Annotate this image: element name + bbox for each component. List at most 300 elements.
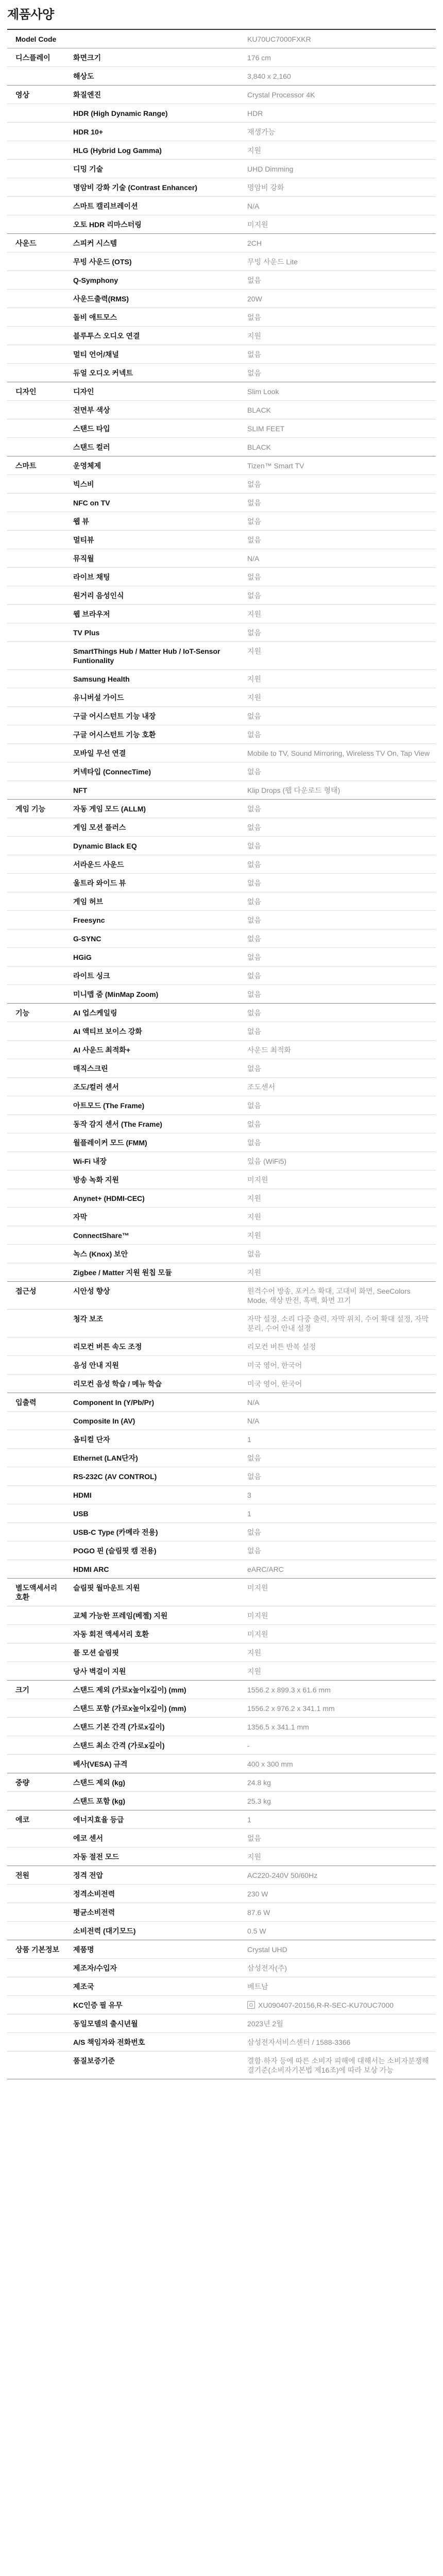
spec-category-empty xyxy=(7,1625,65,1643)
spec-category-empty xyxy=(7,197,65,215)
kc-certification-icon xyxy=(247,2001,255,2009)
spec-row xyxy=(7,456,436,475)
spec-row xyxy=(7,1736,436,1755)
spec-value: 없음 xyxy=(239,1004,436,1022)
spec-label: 뮤직월 xyxy=(65,549,239,568)
spec-value: 지원 xyxy=(239,1226,436,1245)
spec-label: AI 사운드 최적화+ xyxy=(65,1041,239,1059)
spec-row xyxy=(7,948,436,967)
spec-row xyxy=(7,642,436,670)
spec-category-empty xyxy=(7,290,65,308)
spec-label: 리모컨 버튼 속도 조정 xyxy=(65,1337,239,1356)
spec-value: 미국 영어, 한국어 xyxy=(239,1375,436,1393)
spec-value: 25.3 kg xyxy=(239,1792,436,1810)
spec-row xyxy=(7,892,436,911)
spec-label: HLG (Hybrid Log Gamma) xyxy=(65,141,239,160)
spec-value: 없음 xyxy=(239,345,436,364)
spec-label: Samsung Health xyxy=(65,670,239,688)
spec-row xyxy=(7,1310,436,1337)
spec-value: 지원 xyxy=(239,1848,436,1866)
spec-label: Zigbee / Matter 지원 원칩 모듈 xyxy=(65,1263,239,1282)
spec-value: 없음 xyxy=(239,1523,436,1541)
spec-value: 없음 xyxy=(239,1133,436,1152)
spec-value: 재생가능 xyxy=(239,123,436,141)
spec-row xyxy=(7,549,436,568)
spec-label: 게임 허브 xyxy=(65,892,239,911)
spec-label: HDR (High Dynamic Range) xyxy=(65,104,239,123)
spec-label: 멀티 언어/채널 xyxy=(65,345,239,364)
spec-value: 지원 xyxy=(239,670,436,688)
spec-row xyxy=(7,837,436,855)
spec-value: 없음 xyxy=(239,308,436,327)
spec-value xyxy=(239,1996,436,2014)
spec-label: 유니버설 가이드 xyxy=(65,688,239,707)
spec-value: 삼성전자(주) xyxy=(239,1959,436,1977)
spec-category-empty xyxy=(7,1226,65,1245)
spec-label: USB-C Type (카메라 전용) xyxy=(65,1523,239,1541)
spec-category: 사운드 xyxy=(7,234,65,252)
spec-category-empty xyxy=(7,1792,65,1810)
spec-label: Wi-Fi 내장 xyxy=(65,1152,239,1171)
spec-label: 서라운드 사운드 xyxy=(65,855,239,874)
spec-row xyxy=(7,1885,436,1903)
spec-category-empty xyxy=(7,1059,65,1078)
spec-category-empty xyxy=(7,364,65,382)
spec-value: 리모컨 버튼 반복 설정 xyxy=(239,1337,436,1356)
spec-category-empty xyxy=(7,1152,65,1171)
spec-row xyxy=(7,1940,436,1959)
spec-label: 사운드출력(RMS) xyxy=(65,290,239,308)
spec-label: 운영체제 xyxy=(65,456,239,475)
spec-category-empty xyxy=(7,1171,65,1189)
spec-value: N/A xyxy=(239,549,436,568)
spec-value: 24.8 kg xyxy=(239,1773,436,1792)
spec-value: 없음 xyxy=(239,762,436,781)
spec-label: 무빙 사운드 (OTS) xyxy=(65,252,239,271)
spec-label: 당사 벽걸이 지원 xyxy=(65,1662,239,1681)
spec-category-empty xyxy=(7,762,65,781)
spec-row xyxy=(7,475,436,494)
spec-row xyxy=(7,512,436,531)
spec-category-empty xyxy=(7,670,65,688)
spec-category: 크기 xyxy=(7,1681,65,1699)
spec-category: 게임 기능 xyxy=(7,800,65,818)
spec-category-empty xyxy=(7,1504,65,1523)
spec-value: 1 xyxy=(239,1810,436,1829)
spec-value: 미지원 xyxy=(239,1625,436,1643)
spec-row xyxy=(7,1208,436,1226)
spec-value: 없음 xyxy=(239,586,436,605)
spec-category-empty xyxy=(7,1959,65,1977)
spec-row xyxy=(7,1486,436,1504)
spec-row xyxy=(7,1560,436,1579)
spec-category-empty xyxy=(7,1467,65,1486)
spec-value: 3,840 x 2,160 xyxy=(239,67,436,86)
spec-category-empty xyxy=(7,1115,65,1133)
spec-category-empty xyxy=(7,512,65,531)
spec-row xyxy=(7,762,436,781)
spec-value: 176 cm xyxy=(239,48,436,67)
spec-row xyxy=(7,1096,436,1115)
spec-row xyxy=(7,1523,436,1541)
spec-category-empty xyxy=(7,531,65,549)
spec-category-empty xyxy=(7,1541,65,1560)
spec-label: 에코 센서 xyxy=(65,1829,239,1848)
spec-row xyxy=(7,1449,436,1467)
spec-category-empty xyxy=(7,623,65,642)
spec-row xyxy=(7,1504,436,1523)
spec-value: 2CH xyxy=(239,234,436,252)
spec-label: HDMI ARC xyxy=(65,1560,239,1579)
spec-row xyxy=(7,1412,436,1430)
spec-category-empty xyxy=(7,967,65,985)
spec-label: SmartThings Hub / Matter Hub / IoT-Sensor Funtionality xyxy=(65,642,239,670)
spec-row xyxy=(7,1625,436,1643)
spec-category-empty xyxy=(7,855,65,874)
spec-category-empty xyxy=(7,892,65,911)
spec-label: HDR 10+ xyxy=(65,123,239,141)
spec-value: 조도센서 xyxy=(239,1078,436,1096)
spec-label: 전면부 색상 xyxy=(65,401,239,419)
spec-value: 없음 xyxy=(239,874,436,892)
spec-category-empty xyxy=(7,725,65,744)
spec-row xyxy=(7,382,436,401)
spec-label: 스마트 캘리브레이션 xyxy=(65,197,239,215)
spec-label: 매직스크린 xyxy=(65,1059,239,1078)
spec-category-empty xyxy=(7,605,65,623)
spec-label: 라이브 채팅 xyxy=(65,568,239,586)
spec-row xyxy=(7,1133,436,1152)
spec-row xyxy=(7,1337,436,1356)
spec-row xyxy=(7,494,436,512)
spec-category-empty xyxy=(7,1356,65,1375)
spec-category-empty xyxy=(7,1848,65,1866)
spec-value: 없음 xyxy=(239,1245,436,1263)
spec-row xyxy=(7,48,436,67)
spec-label: 베사(VESA) 규격 xyxy=(65,1755,239,1773)
spec-row xyxy=(7,670,436,688)
spec-row xyxy=(7,290,436,308)
spec-row xyxy=(7,438,436,456)
spec-label: 화면크기 xyxy=(65,48,239,67)
spec-category-empty xyxy=(7,1922,65,1940)
spec-value: 지원 xyxy=(239,605,436,623)
spec-label: 디밍 기술 xyxy=(65,160,239,178)
spec-category-empty xyxy=(7,215,65,234)
spec-row xyxy=(7,1866,436,1885)
spec-label: 웹 뷰 xyxy=(65,512,239,531)
spec-row xyxy=(7,623,436,642)
spec-value: 지원 xyxy=(239,1208,436,1226)
spec-row xyxy=(7,1393,436,1412)
spec-category-empty xyxy=(7,494,65,512)
spec-category-empty xyxy=(7,688,65,707)
spec-value: 없음 xyxy=(239,475,436,494)
spec-value: 원격수어 방송, 포커스 확대, 고대비 화면, SeeColors Mode, 색상 반전, 흑백, 화면 끄기 xyxy=(239,1282,436,1310)
spec-category-empty xyxy=(7,1885,65,1903)
spec-label: 동일모델의 출시년월 xyxy=(65,2014,239,2033)
spec-label: Ethernet (LAN단자) xyxy=(65,1449,239,1467)
spec-value: 미지원 xyxy=(239,1606,436,1625)
spec-row xyxy=(7,308,436,327)
spec-label: 플 모션 슬림핏 xyxy=(65,1643,239,1662)
spec-label: AI 업스케일링 xyxy=(65,1004,239,1022)
spec-label: 리모컨 음성 학습 / 메뉴 학습 xyxy=(65,1375,239,1393)
spec-row xyxy=(7,985,436,1004)
spec-value: 없음 xyxy=(239,800,436,818)
spec-value: Klip Drops (웹 다운로드 형태) xyxy=(239,781,436,800)
spec-label: 스탠드 타입 xyxy=(65,419,239,438)
spec-category-empty xyxy=(7,308,65,327)
spec-category-empty xyxy=(7,837,65,855)
spec-row xyxy=(7,1541,436,1560)
spec-table xyxy=(7,30,436,2079)
spec-category-empty xyxy=(7,549,65,568)
spec-value: 없음 xyxy=(239,623,436,642)
spec-category-empty xyxy=(7,744,65,762)
spec-label: Composite In (AV) xyxy=(65,1412,239,1430)
spec-row xyxy=(7,1282,436,1310)
spec-label: POGO 핀 (슬림핏 캠 전용) xyxy=(65,1541,239,1560)
spec-row xyxy=(7,327,436,345)
spec-label: 구글 어시스턴트 기능 내장 xyxy=(65,707,239,725)
spec-value: 없음 xyxy=(239,725,436,744)
spec-label: 커넥타입 (ConnecTime) xyxy=(65,762,239,781)
spec-row xyxy=(7,1430,436,1449)
spec-category-empty xyxy=(7,2014,65,2033)
spec-category-empty xyxy=(7,1736,65,1755)
spec-value: 삼성전자서비스센터 / 1588-3366 xyxy=(239,2033,436,2052)
spec-label: 음성 안내 지원 xyxy=(65,1356,239,1375)
spec-value: 없음 xyxy=(239,531,436,549)
spec-category-empty xyxy=(7,781,65,800)
spec-row xyxy=(7,1263,436,1282)
spec-category-empty xyxy=(7,1903,65,1922)
spec-category-empty xyxy=(7,1449,65,1467)
spec-label: A/S 책임자와 전화번호 xyxy=(65,2033,239,2052)
spec-label: 스탠드 제외 (kg) xyxy=(65,1773,239,1792)
spec-row xyxy=(7,419,436,438)
spec-row xyxy=(7,197,436,215)
spec-category-empty xyxy=(7,707,65,725)
spec-value: 사운드 최적화 xyxy=(239,1041,436,1059)
spec-value: 없음 xyxy=(239,985,436,1004)
spec-row xyxy=(7,1152,436,1171)
spec-label: 빅스비 xyxy=(65,475,239,494)
spec-category-empty xyxy=(7,1245,65,1263)
spec-row xyxy=(7,234,436,252)
spec-value: 명암비 강화 xyxy=(239,178,436,197)
spec-label: 미니맵 줌 (MinMap Zoom) xyxy=(65,985,239,1004)
spec-value: 있음 (WiFi5) xyxy=(239,1152,436,1171)
spec-value: 없음 xyxy=(239,271,436,290)
spec-category-empty xyxy=(7,948,65,967)
spec-row xyxy=(7,160,436,178)
spec-row xyxy=(7,1903,436,1922)
spec-label: 웹 브라우저 xyxy=(65,605,239,623)
spec-row xyxy=(7,1467,436,1486)
spec-category-empty xyxy=(7,911,65,929)
spec-label: 정격소비전력 xyxy=(65,1885,239,1903)
spec-value: 3 xyxy=(239,1486,436,1504)
spec-value: Tizen™ Smart TV xyxy=(239,456,436,475)
spec-label: NFT xyxy=(65,781,239,800)
spec-row xyxy=(7,1375,436,1393)
spec-label: Component In (Y/Pb/Pr) xyxy=(65,1393,239,1412)
spec-label: 블루투스 오디오 연결 xyxy=(65,327,239,345)
spec-row xyxy=(7,123,436,141)
spec-value: 없음 xyxy=(239,892,436,911)
spec-row xyxy=(7,911,436,929)
spec-row xyxy=(7,67,436,86)
spec-category-empty xyxy=(7,1486,65,1504)
spec-row xyxy=(7,178,436,197)
spec-category-empty xyxy=(7,1337,65,1356)
spec-category-empty xyxy=(7,1829,65,1848)
spec-value: 미지원 xyxy=(239,1579,436,1606)
spec-label: 에너지효율 등급 xyxy=(65,1810,239,1829)
spec-value: 무빙 사운드 Lite xyxy=(239,252,436,271)
spec-category-empty xyxy=(7,160,65,178)
spec-value: 미지원 xyxy=(239,215,436,234)
spec-category-empty xyxy=(7,929,65,948)
spec-row xyxy=(7,252,436,271)
spec-label: 게임 모션 플러스 xyxy=(65,818,239,837)
spec-label: Q-Symphony xyxy=(65,271,239,290)
page-title: 제품사양 xyxy=(7,8,54,22)
spec-label: 교체 가능한 프레임(베젤) 지원 xyxy=(65,1606,239,1625)
spec-row xyxy=(7,688,436,707)
spec-label: 자막 xyxy=(65,1208,239,1226)
spec-value: 230 W xyxy=(239,1885,436,1903)
spec-row xyxy=(7,1848,436,1866)
spec-row xyxy=(7,707,436,725)
spec-label: 소비전력 (대기모드) xyxy=(65,1922,239,1940)
spec-label: 스탠드 포함 (가로x높이x깊이) (mm) xyxy=(65,1699,239,1718)
spec-category-empty xyxy=(7,1041,65,1059)
spec-label: 스탠드 제외 (가로x높이x깊이) (mm) xyxy=(65,1681,239,1699)
spec-value: 없음 xyxy=(239,1115,436,1133)
spec-category-empty xyxy=(7,2052,65,2079)
spec-category-empty xyxy=(7,271,65,290)
spec-label: 스피커 시스템 xyxy=(65,234,239,252)
spec-category-empty xyxy=(7,252,65,271)
spec-category: 에코 xyxy=(7,1810,65,1829)
spec-row xyxy=(7,605,436,623)
spec-value: 미국 영어, 한국어 xyxy=(239,1356,436,1375)
spec-label: HDMI xyxy=(65,1486,239,1504)
spec-value: 없음 xyxy=(239,837,436,855)
spec-value: HDR xyxy=(239,104,436,123)
spec-value: 없음 xyxy=(239,1059,436,1078)
spec-label: 아트모드 (The Frame) xyxy=(65,1096,239,1115)
spec-label: 스탠드 컬러 xyxy=(65,438,239,456)
spec-row xyxy=(7,104,436,123)
spec-row xyxy=(7,568,436,586)
spec-label: NFC on TV xyxy=(65,494,239,512)
spec-label: 모바일 무선 연결 xyxy=(65,744,239,762)
spec-row xyxy=(7,855,436,874)
spec-category-empty xyxy=(7,818,65,837)
spec-value: 지원 xyxy=(239,327,436,345)
spec-label: HGiG xyxy=(65,948,239,967)
spec-row xyxy=(7,1606,436,1625)
spec-category-empty xyxy=(7,401,65,419)
spec-row xyxy=(7,2014,436,2033)
spec-value: 지원 xyxy=(239,1189,436,1208)
spec-value: 1556.2 x 899.3 x 61.6 mm xyxy=(239,1681,436,1699)
spec-value: 없음 xyxy=(239,948,436,967)
spec-row xyxy=(7,874,436,892)
spec-category-empty xyxy=(7,1310,65,1337)
spec-category: 접근성 xyxy=(7,1282,65,1310)
spec-label: G-SYNC xyxy=(65,929,239,948)
spec-value: 없음 xyxy=(239,1096,436,1115)
spec-value: 결함·하자 등에 따른 소비자 피해에 대해서는 소비자분쟁해결기준(소비자기본법 제16조)에 따라 보상 가능 xyxy=(239,2052,436,2079)
spec-row xyxy=(7,1356,436,1375)
spec-category: 기능 xyxy=(7,1004,65,1022)
spec-category-empty xyxy=(7,1208,65,1226)
spec-row xyxy=(7,744,436,762)
spec-row xyxy=(7,1959,436,1977)
spec-value: 베트남 xyxy=(239,1977,436,1996)
spec-category-empty xyxy=(7,1718,65,1736)
spec-value: 0.5 W xyxy=(239,1922,436,1940)
spec-row xyxy=(7,1643,436,1662)
spec-label: 청각 보조 xyxy=(65,1310,239,1337)
spec-category-empty xyxy=(7,2033,65,2052)
spec-label: 라이트 싱크 xyxy=(65,967,239,985)
spec-category: 별도액세서리 호환 xyxy=(7,1579,65,1606)
spec-label: AI 액티브 보이스 강화 xyxy=(65,1022,239,1041)
spec-row xyxy=(7,1829,436,1848)
spec-label: 멀티뷰 xyxy=(65,531,239,549)
spec-row xyxy=(7,1579,436,1606)
spec-label: KC인증 필 유무 xyxy=(65,1996,239,2014)
spec-category-empty xyxy=(7,178,65,197)
spec-value: 없음 xyxy=(239,855,436,874)
spec-category: 스마트 xyxy=(7,456,65,475)
spec-value: SLIM FEET xyxy=(239,419,436,438)
spec-row xyxy=(7,800,436,818)
spec-value: N/A xyxy=(239,197,436,215)
spec-row xyxy=(7,1996,436,2014)
spec-value: 87.6 W xyxy=(239,1903,436,1922)
spec-label: 스탠드 기본 간격 (가로x깊이) xyxy=(65,1718,239,1736)
spec-value: 없음 xyxy=(239,911,436,929)
spec-value: 자막 설정, 소리 다중 출력, 자막 위치, 수어 확대 설정, 자막 분리, 수어 안내 설정 xyxy=(239,1310,436,1337)
spec-label: 오토 HDR 리마스터링 xyxy=(65,215,239,234)
spec-label: Freesync xyxy=(65,911,239,929)
spec-label: 자동 절전 모드 xyxy=(65,1848,239,1866)
spec-row xyxy=(7,818,436,837)
spec-value: 2023년 2월 xyxy=(239,2014,436,2033)
spec-row xyxy=(7,141,436,160)
spec-label: 정격 전압 xyxy=(65,1866,239,1885)
spec-category-empty xyxy=(7,1996,65,2014)
spec-label: ConnectShare™ xyxy=(65,1226,239,1245)
spec-label: 동작 감지 센서 (The Frame) xyxy=(65,1115,239,1133)
spec-category: 디자인 xyxy=(7,382,65,401)
spec-category-empty xyxy=(7,642,65,670)
spec-category-empty xyxy=(7,985,65,1004)
spec-label: USB xyxy=(65,1504,239,1523)
spec-label: 시안성 향상 xyxy=(65,1282,239,1310)
spec-value: 없음 xyxy=(239,568,436,586)
spec-category: 전원 xyxy=(7,1866,65,1885)
spec-row xyxy=(7,1810,436,1829)
spec-category: Model Code xyxy=(7,30,65,48)
